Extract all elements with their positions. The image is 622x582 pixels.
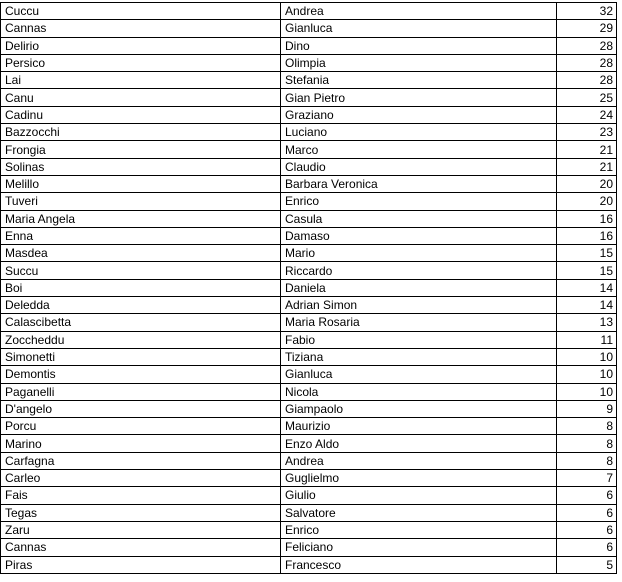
cell-surname[interactable]: Bazzocchi xyxy=(1,124,281,141)
cell-surname[interactable]: Succu xyxy=(1,262,281,279)
cell-surname[interactable]: Zoccheddu xyxy=(1,331,281,348)
cell-first-name[interactable]: Feliciano xyxy=(281,539,557,556)
cell-first-name[interactable]: Luciano xyxy=(281,124,557,141)
cell-surname[interactable]: Zaru xyxy=(1,521,281,538)
cell-surname[interactable]: Maria Angela xyxy=(1,210,281,227)
cell-first-name[interactable]: Marco xyxy=(281,141,557,158)
cell-first-name[interactable]: Andrea xyxy=(281,452,557,469)
cell-surname[interactable]: D'angelo xyxy=(1,400,281,417)
table-row xyxy=(1,175,617,192)
cell-count[interactable]: 10 xyxy=(557,366,617,383)
table-row xyxy=(1,348,617,365)
cell-surname[interactable]: Porcu xyxy=(1,418,281,435)
cell-count[interactable]: 21 xyxy=(557,158,617,175)
cell-count[interactable]: 25 xyxy=(557,89,617,106)
cell-surname[interactable]: Enna xyxy=(1,227,281,244)
cell-first-name[interactable]: Stefania xyxy=(281,72,557,89)
table-body xyxy=(1,3,617,574)
cell-first-name[interactable]: Daniela xyxy=(281,279,557,296)
table-row xyxy=(1,400,617,417)
table-row xyxy=(1,297,617,314)
cell-first-name[interactable]: Guglielmo xyxy=(281,470,557,487)
cell-count[interactable]: 11 xyxy=(557,331,617,348)
table-row xyxy=(1,158,617,175)
cell-count[interactable]: 8 xyxy=(557,435,617,452)
cell-surname[interactable]: Calascibetta xyxy=(1,314,281,331)
table-row xyxy=(1,37,617,54)
table-row xyxy=(1,245,617,262)
table-row xyxy=(1,89,617,106)
cell-count[interactable]: 16 xyxy=(557,227,617,244)
cell-count[interactable]: 23 xyxy=(557,124,617,141)
table-row xyxy=(1,193,617,210)
table-row xyxy=(1,418,617,435)
cell-surname[interactable]: Solinas xyxy=(1,158,281,175)
table-row xyxy=(1,383,617,400)
cell-surname[interactable]: Demontis xyxy=(1,366,281,383)
cell-first-name[interactable]: Olimpia xyxy=(281,54,557,71)
cell-count[interactable]: 24 xyxy=(557,106,617,123)
table-row xyxy=(1,262,617,279)
cell-count[interactable]: 14 xyxy=(557,297,617,314)
cell-count[interactable]: 6 xyxy=(557,504,617,521)
cell-count[interactable]: 21 xyxy=(557,141,617,158)
cell-surname[interactable]: Carfagna xyxy=(1,452,281,469)
cell-count[interactable]: 28 xyxy=(557,37,617,54)
cell-count[interactable]: 6 xyxy=(557,487,617,504)
cell-surname[interactable]: Delirio xyxy=(1,37,281,54)
cell-surname[interactable]: Cannas xyxy=(1,20,281,37)
cell-surname[interactable]: Fais xyxy=(1,487,281,504)
table-row xyxy=(1,72,617,89)
cell-first-name[interactable]: Maurizio xyxy=(281,418,557,435)
cell-first-name[interactable]: Enrico xyxy=(281,193,557,210)
cell-first-name[interactable]: Giampaolo xyxy=(281,400,557,417)
cell-first-name[interactable]: Francesco xyxy=(281,556,557,573)
cell-count[interactable]: 20 xyxy=(557,175,617,192)
cell-first-name[interactable]: Casula xyxy=(281,210,557,227)
cell-count[interactable]: 6 xyxy=(557,539,617,556)
cell-count[interactable]: 14 xyxy=(557,279,617,296)
table-row xyxy=(1,366,617,383)
table-row xyxy=(1,556,617,573)
table-row xyxy=(1,20,617,37)
cell-first-name[interactable]: Riccardo xyxy=(281,262,557,279)
cell-first-name[interactable]: Andrea xyxy=(281,3,557,20)
cell-first-name[interactable]: Gianluca xyxy=(281,20,557,37)
cell-first-name[interactable]: Damaso xyxy=(281,227,557,244)
data-table xyxy=(0,2,617,574)
cell-surname[interactable]: Persico xyxy=(1,54,281,71)
cell-first-name[interactable]: Gianluca xyxy=(281,366,557,383)
cell-first-name[interactable]: Salvatore xyxy=(281,504,557,521)
table-row xyxy=(1,54,617,71)
cell-first-name[interactable]: Maria Rosaria xyxy=(281,314,557,331)
cell-surname[interactable]: Paganelli xyxy=(1,383,281,400)
cell-count[interactable]: 20 xyxy=(557,193,617,210)
cell-first-name[interactable]: Graziano xyxy=(281,106,557,123)
cell-count[interactable]: 13 xyxy=(557,314,617,331)
cell-surname[interactable]: Masdea xyxy=(1,245,281,262)
cell-first-name[interactable]: Nicola xyxy=(281,383,557,400)
cell-surname[interactable]: Lai xyxy=(1,72,281,89)
cell-count[interactable]: 8 xyxy=(557,452,617,469)
table-row xyxy=(1,504,617,521)
cell-count[interactable]: 28 xyxy=(557,54,617,71)
cell-first-name[interactable]: Mario xyxy=(281,245,557,262)
cell-surname[interactable]: Tegas xyxy=(1,504,281,521)
cell-first-name[interactable]: Dino xyxy=(281,37,557,54)
cell-count[interactable]: 29 xyxy=(557,20,617,37)
cell-count[interactable]: 10 xyxy=(557,383,617,400)
cell-count[interactable]: 9 xyxy=(557,400,617,417)
cell-surname[interactable]: Tuveri xyxy=(1,193,281,210)
table-row xyxy=(1,470,617,487)
table-row xyxy=(1,452,617,469)
table-row xyxy=(1,3,617,20)
cell-first-name[interactable]: Tiziana xyxy=(281,348,557,365)
cell-surname[interactable]: Melillo xyxy=(1,175,281,192)
table-row xyxy=(1,487,617,504)
table-row xyxy=(1,331,617,348)
table-row xyxy=(1,141,617,158)
table-row xyxy=(1,435,617,452)
cell-count[interactable]: 6 xyxy=(557,521,617,538)
cell-surname[interactable]: Carleo xyxy=(1,470,281,487)
cell-first-name[interactable]: Enzo Aldo xyxy=(281,435,557,452)
table-row xyxy=(1,279,617,296)
table-row xyxy=(1,106,617,123)
cell-count[interactable]: 10 xyxy=(557,348,617,365)
cell-first-name[interactable]: Claudio xyxy=(281,158,557,175)
cell-count[interactable]: 28 xyxy=(557,72,617,89)
cell-first-name[interactable]: Enrico xyxy=(281,521,557,538)
cell-surname[interactable]: Cannas xyxy=(1,539,281,556)
cell-surname[interactable]: Simonetti xyxy=(1,348,281,365)
cell-surname[interactable]: Marino xyxy=(1,435,281,452)
cell-count[interactable]: 15 xyxy=(557,262,617,279)
cell-count[interactable]: 8 xyxy=(557,418,617,435)
cell-surname[interactable]: Cadinu xyxy=(1,106,281,123)
cell-surname[interactable]: Deledda xyxy=(1,297,281,314)
table-row xyxy=(1,539,617,556)
cell-first-name[interactable]: Fabio xyxy=(281,331,557,348)
table-row xyxy=(1,210,617,227)
cell-surname[interactable]: Frongia xyxy=(1,141,281,158)
cell-count[interactable]: 32 xyxy=(557,3,617,20)
cell-surname[interactable]: Cuccu xyxy=(1,3,281,20)
spreadsheet xyxy=(0,2,616,574)
table-row xyxy=(1,124,617,141)
cell-first-name[interactable]: Barbara Veronica xyxy=(281,175,557,192)
cell-count[interactable]: 7 xyxy=(557,470,617,487)
table-row xyxy=(1,521,617,538)
table-row xyxy=(1,314,617,331)
table-row xyxy=(1,227,617,244)
cell-count[interactable]: 5 xyxy=(557,556,617,573)
cell-count[interactable]: 16 xyxy=(557,210,617,227)
cell-surname[interactable]: Boi xyxy=(1,279,281,296)
cell-count[interactable]: 15 xyxy=(557,245,617,262)
cell-first-name[interactable]: Gian Pietro xyxy=(281,89,557,106)
cell-first-name[interactable]: Giulio xyxy=(281,487,557,504)
cell-surname[interactable]: Canu xyxy=(1,89,281,106)
cell-surname[interactable]: Piras xyxy=(1,556,281,573)
cell-first-name[interactable]: Adrian Simon xyxy=(281,297,557,314)
